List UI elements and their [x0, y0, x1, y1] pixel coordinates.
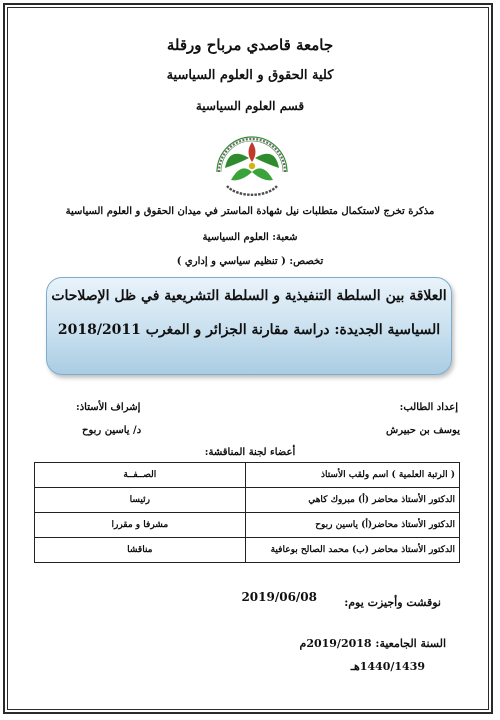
table-row [35, 488, 460, 513]
table-cell-member: الدكتور الأستاذ محاضر(أ) ياسين ربوح [245, 513, 459, 538]
prepared-by-label: إعداد الطالب: [399, 402, 458, 413]
defense-date: 2019/06/08 [241, 590, 317, 604]
thesis-title-line-1: العلاقة بين السلطة التنفيذية و السلطة التشريعية في ظل الإصلاحات [51, 288, 447, 304]
table-cell-member: ( الرتبة العلمية ) اسم ولقب الأستاذ [245, 463, 459, 488]
student-name: يوسف بن حبيرش [386, 425, 460, 436]
department-name: قسم العلوم السياسية [195, 99, 305, 113]
thesis-title-box [46, 277, 452, 375]
specialty-label: تخصص: ( تنظيم سياسي و إداري ) [176, 256, 324, 267]
table-cell-member: الدكتور الأستاذ محاضر (أ) مبروك كاهي [245, 488, 459, 513]
table-cell-role: مناقشا [35, 538, 246, 563]
supervision-label: إشراف الأستاذ: [76, 402, 141, 413]
table-row [35, 463, 460, 488]
defense-date-label: نوقشت وأجيزت يوم: [344, 596, 441, 609]
thesis-title-line-2: السياسية الجديدة: دراسة مقارنة الجزائر و المغرب 2018/2011 [57, 322, 441, 338]
table-cell-role: رئيسا [35, 488, 246, 513]
committee-table [34, 462, 460, 563]
university-name: جامعة قاصدي مرباح ورقلة [166, 36, 334, 54]
table-cell-role: الصــفــة [35, 463, 246, 488]
memo-description: مذكرة تخرج لاستكمال متطلبات نيل شهادة الماستر في ميدان الحقوق و العلوم السياسية [65, 206, 435, 217]
faculty-name: كلية الحقوق و العلوم السياسية [166, 68, 334, 83]
supervisor-name: د/ ياسين ربوح [82, 425, 142, 436]
table-cell-role: مشرفا و مقررا [35, 513, 246, 538]
hijri-year: 1440/1439هـ [350, 660, 425, 673]
university-emblem-icon [211, 128, 293, 200]
table-row [35, 538, 460, 563]
academic-year: السنة الجامعية: 2019/2018م [299, 637, 446, 650]
branch-label: شعبة: العلوم السياسية [202, 232, 298, 243]
committee-label: أعضاء لجنة المناقشة: [204, 447, 296, 458]
table-cell-member: الدكتور الأستاذ محاضر (ب) محمد الصالح بوعافية [245, 538, 459, 563]
table-row [35, 513, 460, 538]
